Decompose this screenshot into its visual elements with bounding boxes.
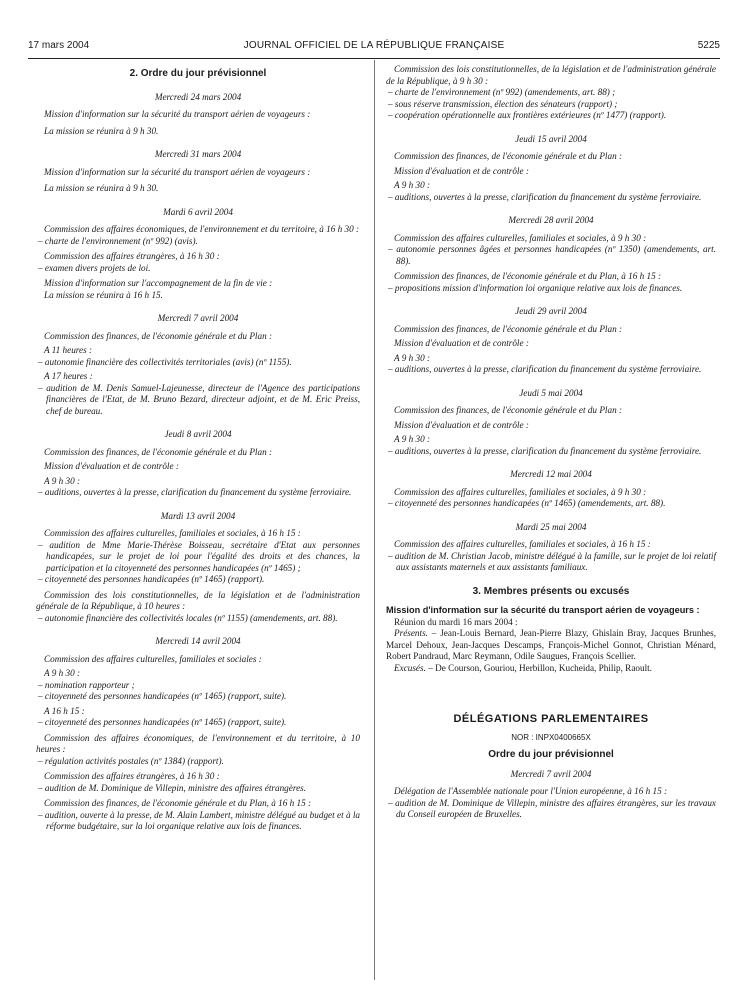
agenda-item: Commission des finances, de l'économie générale et du Plan : xyxy=(44,330,273,341)
agenda-bullet: – charte de l'environnement (nº 992) (avis). xyxy=(38,235,198,246)
agenda-bullet: – audition de M. Dominique de Villepin, ministre des affaires étrangères. xyxy=(38,782,307,793)
excused-members xyxy=(386,663,716,675)
agenda-item: Mission d'évaluation et de contrôle : xyxy=(394,419,529,430)
nor-reference: NOR : INPX0400665X xyxy=(511,732,591,742)
agenda-date: Mardi 25 mai 2004 xyxy=(515,521,587,532)
agenda-bullet: – autonomie financière des collectivités territoriales (avis) (nº 1155). xyxy=(38,356,292,367)
agenda-bullet: – coopération opérationnelle aux frontières extérieures (nº 1477) (rapport). xyxy=(388,110,667,120)
section-heading: Ordre du jour prévisionnel xyxy=(488,749,614,760)
agenda-bullet: – citoyenneté des personnes handicapées (nº 1465) (rapport, suite). xyxy=(38,717,287,727)
present-label: Présents. xyxy=(394,628,428,638)
agenda-date: Mercredi 14 avril 2004 xyxy=(155,636,241,646)
agenda-item: Commission des affaires étrangères, à 16 h 30 : xyxy=(44,771,220,781)
agenda-item: A 9 h 30 : xyxy=(44,668,81,678)
agenda-bullet: – audition de M. Christian Jacob, ministre délégué à la famille, sur le projet de loi relatif aux assistants maternels et aux assistants familiaux. xyxy=(388,550,716,572)
agenda-item: A 9 h 30 : xyxy=(394,180,431,190)
agenda-item: Commission des affaires culturelles, familiales et sociales, à 9 h 30 : xyxy=(394,486,647,497)
agenda-date: Jeudi 15 avril 2004 xyxy=(515,133,587,144)
agenda-item: Commission des affaires économiques, de l'environnement et du territoire, à 16 h 30 : xyxy=(44,224,360,234)
agenda-date: Mardi 6 avril 2004 xyxy=(163,206,233,217)
agenda-bullet: – charte de l'environnement (nº 992) (amendements, art. 88) ; xyxy=(388,87,616,97)
agenda-item: A 16 h 15 : xyxy=(44,705,85,716)
agenda-item: A 9 h 30 : xyxy=(44,475,81,486)
agenda-bullet: – propositions mission d'information loi organique relative aux lois de finances. xyxy=(388,282,683,293)
header-rule xyxy=(28,58,720,59)
delegations-heading: DÉLÉGATIONS PARLEMENTAIRES xyxy=(453,713,649,725)
section-heading: 2. Ordre du jour prévisionnel xyxy=(129,68,267,79)
agenda-item: Commission des affaires culturelles, familiales et sociales, à 9 h 30 : xyxy=(394,232,647,243)
agenda-item: Mission d'information sur l'accompagnement de la fin de vie : xyxy=(44,278,273,288)
agenda-bullet: – autonomie personnes âgées et personnes handicapées (nº 1350) (amendements, art. 88). xyxy=(388,244,716,266)
agenda-bullet: – examen divers projets de loi. xyxy=(38,262,151,273)
mission-title: Mission d'information sur la sécurité du transport aérien de voyageurs : xyxy=(386,605,700,615)
left-column xyxy=(36,64,360,833)
agenda-date: Mercredi 24 mars 2004 xyxy=(154,91,242,102)
agenda-item: Commission des finances, de l'économie générale et du Plan : xyxy=(394,323,623,334)
excused-list: – De Courson, Gouriou, Herbillon, Kucheida, Philip, Raoult. xyxy=(425,662,652,673)
present-list: – Jean-Louis Bernard, Jean-Pierre Blazy, Ghislain Bray, Jacques Brunhes, Marcel Dehoux, Jean-Jacques Descamps, François-Michel Gonnot, Christian Ménard, Robert Pandraud, Marc Reymann, Odile Saugues, François Scellier. xyxy=(386,628,716,661)
agenda-item: A 17 heures : xyxy=(44,371,93,381)
section-heading: 3. Membres présents ou excusés xyxy=(472,585,630,597)
agenda-item: Commission des finances, de l'économie générale et du Plan, à 16 h 15 : xyxy=(44,798,312,808)
agenda-bullet: – nomination rapporteur ; xyxy=(38,679,135,690)
agenda-bullet: – citoyenneté des personnes handicapées (nº 1465) (rapport). xyxy=(38,574,265,584)
agenda-item: Commission des finances, de l'économie générale et du Plan : xyxy=(44,446,273,457)
agenda-item: Mission d'information sur la sécurité du transport aérien de voyageurs : xyxy=(44,166,311,177)
agenda-item: Commission des affaires étrangères, à 16 h 30 : xyxy=(44,251,220,261)
agenda-item: A 9 h 30 : xyxy=(394,434,431,444)
agenda-item: Commission des lois constitutionnelles, de la législation et de l'administration générale de la République, à 9 h 30 : xyxy=(386,64,716,86)
agenda-item: La mission se réunira à 9 h 30. xyxy=(44,125,159,136)
agenda-item: Délégation de l'Assemblée nationale pour l'Union européenne, à 16 h 15 : xyxy=(394,786,668,796)
agenda-item: A 11 heures : xyxy=(44,345,93,355)
present-members xyxy=(386,628,716,663)
agenda-item: La mission se réunira à 9 h 30. xyxy=(44,183,159,193)
agenda-bullet: – auditions, ouvertes à la presse, clarification du financement du système ferroviaire. xyxy=(388,191,702,202)
agenda-date: Mercredi 12 mai 2004 xyxy=(510,469,592,479)
agenda-bullet: – auditions, ouvertes à la presse, clarification du financement du système ferroviaire. xyxy=(388,445,702,456)
agenda-bullet: – régulation activités postales (nº 1384) (rapport). xyxy=(38,755,224,766)
agenda-bullet: – citoyenneté des personnes handicapées (nº 1465) (amendements, art. 88). xyxy=(388,498,666,508)
agenda-item: Commission des affaires culturelles, familiales et sociales, à 16 h 15 : xyxy=(44,528,301,538)
page-number: 5225 xyxy=(697,40,720,51)
column-divider xyxy=(374,60,375,980)
header-date: 17 mars 2004 xyxy=(28,40,90,51)
agenda-item: Commission des affaires économiques, de l'environnement et du territoire, à 10 heures : xyxy=(36,732,360,754)
agenda-bullet: – audition de M. Dominique de Villepin, ministre des affaires étrangères, sur les travaux du Conseil européen de Bruxelles. xyxy=(388,797,716,819)
page-header xyxy=(28,40,720,54)
agenda-item: Commission des finances, de l'économie générale et du Plan, à 16 h 15 : xyxy=(394,271,662,281)
agenda-date: Mercredi 28 avril 2004 xyxy=(508,215,594,225)
agenda-bullet: – audition, ouverte à la presse, de M. Alain Lambert, ministre délégué au budget et à la réforme budgétaire, sur la loi organique relative aux lois de finances. xyxy=(38,809,360,831)
agenda-item: Commission des lois constitutionnelles, de la législation et de l'administration générale de la République, à 10 heures : xyxy=(36,589,360,611)
agenda-date: Mercredi 7 avril 2004 xyxy=(510,768,592,779)
agenda-item: A 9 h 30 : xyxy=(394,352,431,363)
agenda-bullet: – citoyenneté des personnes handicapées (nº 1465) (rapport, suite). xyxy=(38,691,287,701)
agenda-date: Jeudi 5 mai 2004 xyxy=(519,387,583,398)
agenda-bullet: – sous réserve transmission, élection des sénateurs (rapport) ; xyxy=(388,98,618,109)
agenda-bullet: – audition de M. Denis Samuel-Lajeunesse, directeur de l'Agence des participations financières de l'Etat, de M. Bruno Bezard, directeur adjoint, et de M. Eric Preiss, chef de bureau. xyxy=(38,382,360,416)
right-column xyxy=(386,64,716,821)
agenda-item: Commission des finances, de l'économie générale et du Plan : xyxy=(394,151,623,161)
agenda-date: Mercredi 31 mars 2004 xyxy=(154,149,242,159)
agenda-bullet: – auditions, ouvertes à la presse, clarification du financement du système ferroviaire. xyxy=(38,487,352,497)
excused-label: Excusés. xyxy=(394,662,426,673)
agenda-item: Commission des affaires culturelles, familiales et sociales : xyxy=(44,653,262,664)
agenda-item: Mission d'évaluation et de contrôle : xyxy=(394,165,529,176)
agenda-item: Mission d'évaluation et de contrôle : xyxy=(394,338,529,348)
agenda-item: Mission d'évaluation et de contrôle : xyxy=(44,461,179,471)
agenda-date: Mardi 13 avril 2004 xyxy=(160,510,236,521)
agenda-bullet: – auditions, ouvertes à la presse, clarification du financement du système ferroviaire. xyxy=(388,364,702,374)
agenda-item: Mission d'information sur la sécurité du transport aérien de voyageurs : xyxy=(44,109,311,119)
agenda-bullet: – autonomie financière des collectivités locales (nº 1155) (amendements, art. 88). xyxy=(38,612,338,623)
agenda-date: Jeudi 29 avril 2004 xyxy=(515,306,587,316)
agenda-bullet: – audition de Mme Marie-Thérèse Boisseau, secrétaire d'Etat aux personnes handicapées, sur le projet de loi pour l'égalité des droits et des chances, la participation et la citoyenneté des personnes handicapées (nº 1465) ; xyxy=(38,539,360,573)
agenda-item: Commission des affaires culturelles, familiales et sociales, à 16 h 15 : xyxy=(394,539,651,549)
meeting-date: Réunion du mardi 16 mars 2004 : xyxy=(394,616,518,627)
header-title: JOURNAL OFFICIEL DE LA RÉPUBLIQUE FRANÇAISE xyxy=(243,40,505,51)
agenda-date: Jeudi 8 avril 2004 xyxy=(164,429,232,439)
agenda-item: Commission des finances, de l'économie générale et du Plan : xyxy=(394,405,623,415)
agenda-item: La mission se réunira à 16 h 15. xyxy=(44,289,163,300)
agenda-date: Mercredi 7 avril 2004 xyxy=(157,313,239,323)
